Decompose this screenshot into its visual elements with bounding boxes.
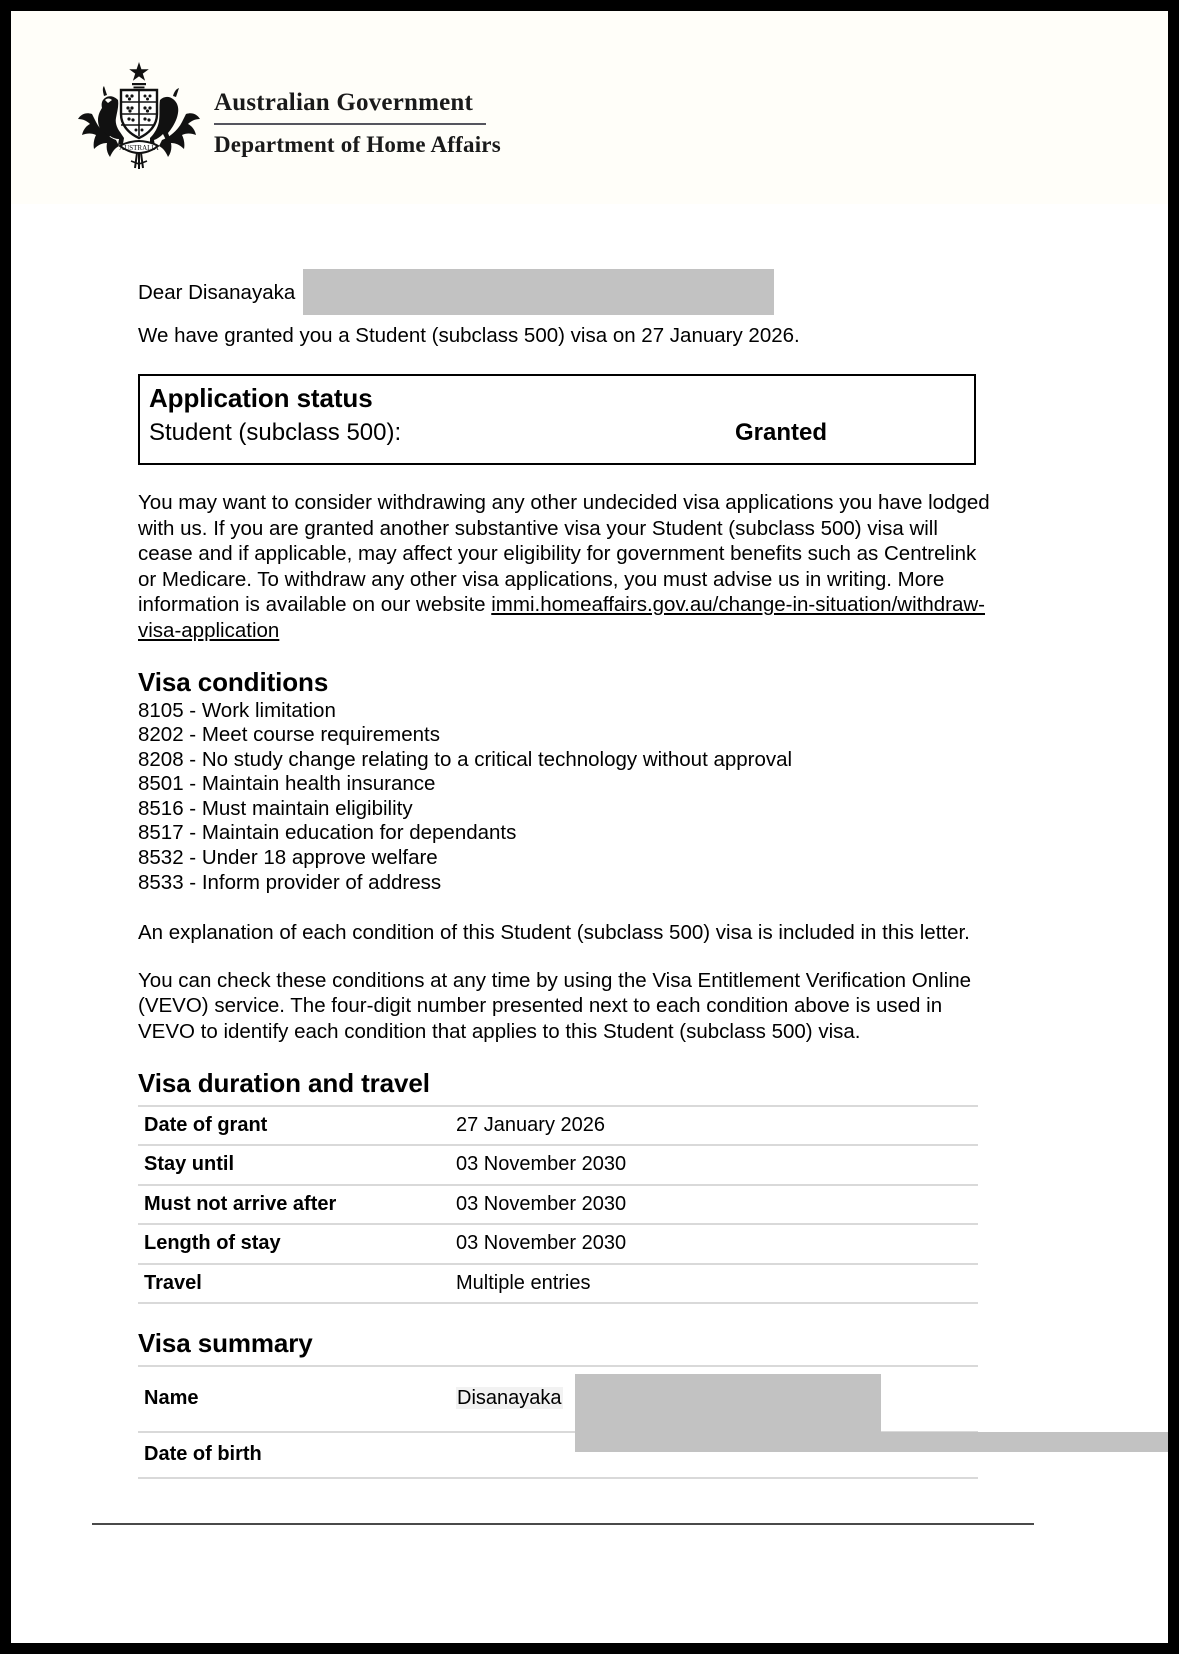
visa-duration-table — [138, 1105, 978, 1305]
row-label: Must not arrive after — [138, 1185, 450, 1225]
wordmark-divider — [214, 123, 486, 125]
list-item: 8532 - Under 18 approve welfare — [138, 846, 438, 870]
visa-conditions-heading: Visa conditions — [138, 667, 329, 697]
footer-divider — [92, 1523, 1034, 1525]
letterhead — [11, 11, 1168, 204]
withdraw-visa-application-link[interactable]: immi.homeaffairs.gov.au/change-in-situation/withdraw-visa-application — [138, 593, 985, 642]
government-wordmark — [214, 89, 514, 158]
row-value: Multiple entries — [450, 1264, 978, 1304]
row-label: Date of birth — [138, 1432, 450, 1478]
application-status-title: Application status — [149, 382, 373, 413]
table-row — [138, 1185, 978, 1225]
table-row — [138, 1224, 978, 1264]
redaction-block-summary-name — [575, 1374, 881, 1441]
list-item: 8533 - Inform provider of address — [138, 870, 442, 894]
row-value: 27 January 2026 — [450, 1106, 978, 1146]
list-item: 8208 - No study change relating to a critical technology without approval — [138, 747, 793, 771]
visa-conditions-list — [138, 699, 990, 896]
document-page — [11, 11, 1168, 1643]
vevo-paragraph: You can check these conditions at any time by using the Visa Entitlement Verification Online (VEVO) service. The four-digit number presented next to each condition above is used in VEVO to identify each condition that applies to this Student (subclass 500) visa. — [138, 968, 972, 1043]
australian-government-text: Australian Government — [214, 89, 474, 116]
visa-summary-section — [138, 1365, 990, 1479]
application-status-box — [138, 374, 976, 466]
salutation-row — [138, 269, 990, 317]
row-value: 03 November 2030 — [450, 1185, 978, 1225]
department-name-text: Department of Home Affairs — [214, 132, 501, 157]
row-label: Date of grant — [138, 1106, 450, 1146]
row-label: Stay until — [138, 1145, 450, 1185]
visa-duration-heading: Visa duration and travel — [138, 1068, 430, 1099]
list-item: 8202 - Meet course requirements — [138, 723, 440, 747]
redaction-block-date-of-birth — [575, 1432, 1168, 1452]
application-status-subclass-label: Student (subclass 500): — [149, 419, 402, 446]
svg-text:AUSTRALIA: AUSTRALIA — [119, 144, 159, 152]
row-value: 03 November 2030 — [450, 1145, 978, 1185]
australian-coat-of-arms-icon — [74, 56, 204, 171]
conditions-explanation-paragraph: An explanation of each condition of this Student (subclass 500) visa is included in this letter. — [138, 921, 970, 945]
row-label: Name — [138, 1366, 450, 1432]
redaction-block-name — [303, 269, 774, 315]
list-item: 8105 - Work limitation — [138, 698, 336, 722]
list-item: 8501 - Maintain health insurance — [138, 772, 436, 796]
visa-summary-heading: Visa summary — [138, 1328, 313, 1359]
row-value: Disanayaka — [457, 1387, 562, 1409]
list-item: 8516 - Must maintain eligibility — [138, 796, 413, 820]
row-label: Length of stay — [138, 1224, 450, 1264]
withdraw-paragraph-text: You may want to consider withdrawing any other undecided visa applications you have lodged with us. If you are granted another substantive visa your Student (subclass 500) visa will cease and if applicable, may affect your eligibility for government benefits such as Centrelink or Medicare. To withdraw any other visa applications, you must advise us in writing. More information is available on our website — [138, 491, 990, 616]
table-row — [138, 1264, 978, 1304]
grant-statement: We have granted you a Student (subclass 500) visa on 27 January 2026. — [138, 324, 800, 347]
list-item: 8517 - Maintain education for dependants — [138, 821, 517, 845]
row-value: 03 November 2030 — [450, 1224, 978, 1264]
letter-body — [11, 222, 1168, 1525]
salutation-text: Dear Disanayaka — [138, 281, 296, 304]
status-badge: Granted — [735, 419, 828, 446]
table-row — [138, 1145, 978, 1185]
withdraw-paragraph — [138, 490, 990, 643]
row-label: Travel — [138, 1264, 450, 1304]
table-row — [138, 1106, 978, 1146]
